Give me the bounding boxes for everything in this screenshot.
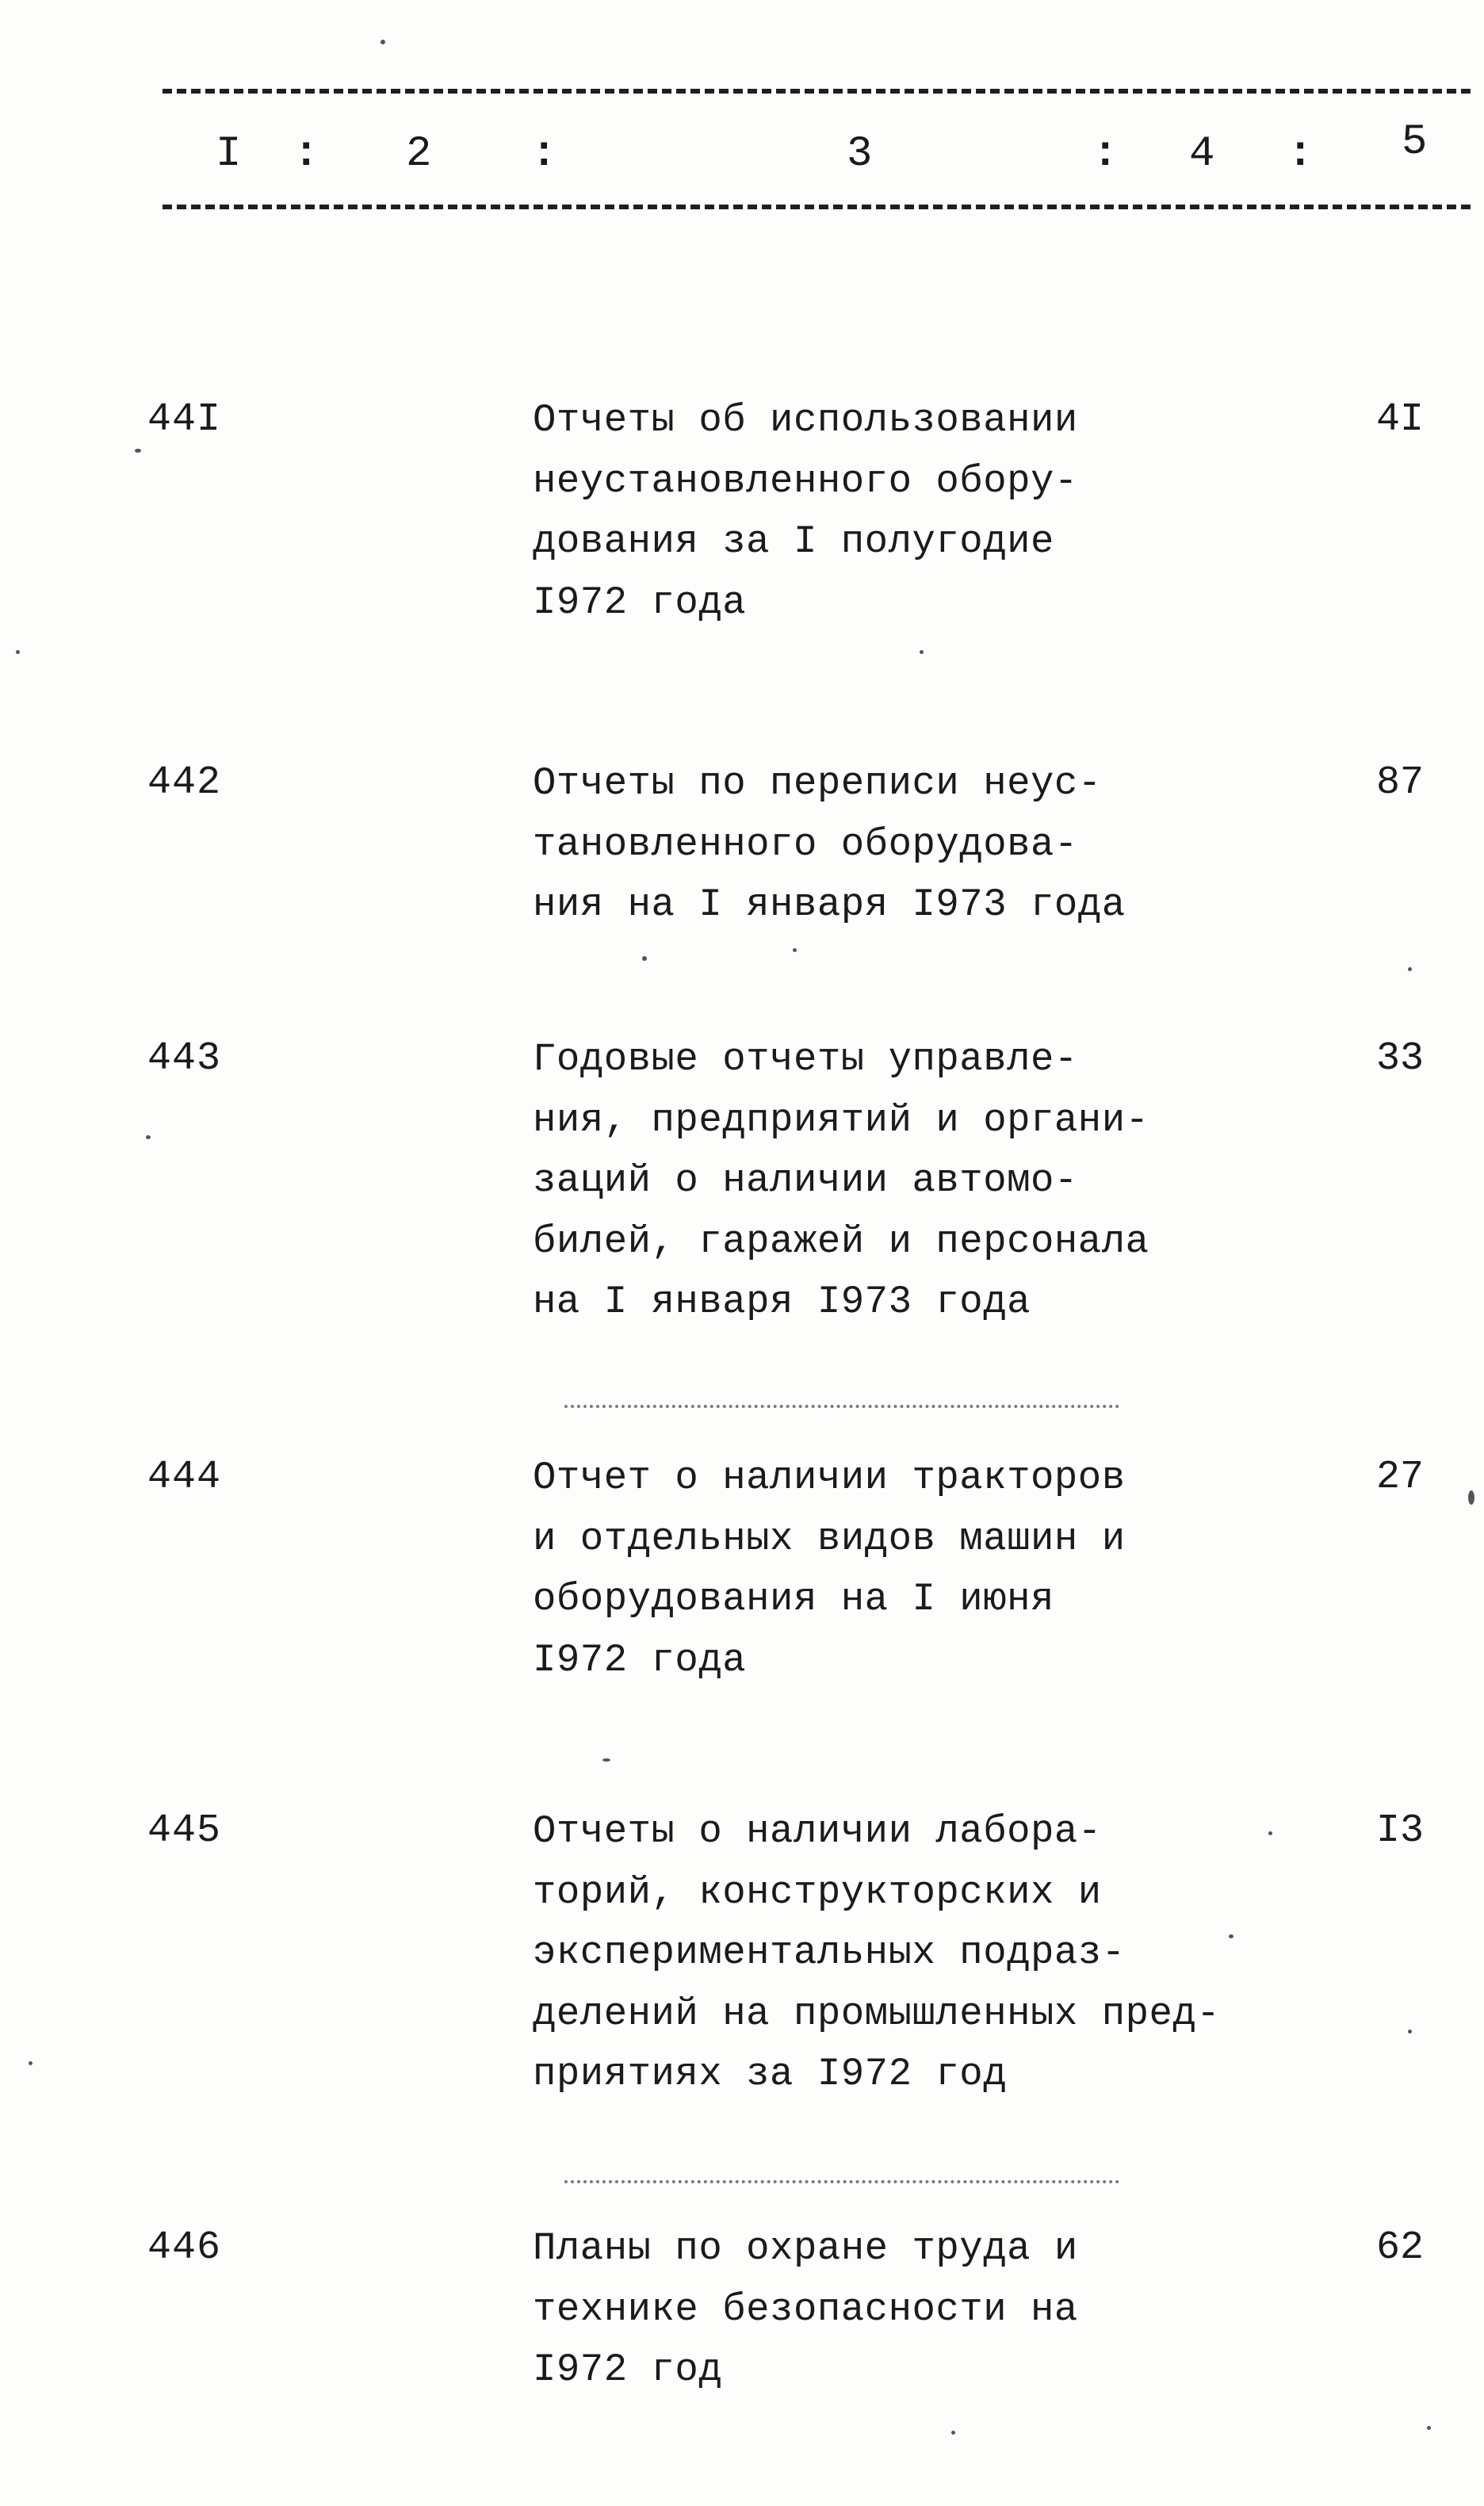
record-sheet-count: 62 bbox=[1376, 2225, 1425, 2271]
header-separator: : bbox=[293, 130, 319, 178]
record-number: 445 bbox=[147, 1808, 222, 1854]
scan-speck bbox=[1408, 967, 1412, 971]
scan-speck bbox=[29, 2061, 33, 2065]
record-sheet-count: 27 bbox=[1376, 1455, 1425, 1500]
record-title: Отчеты о наличии лабора- торий, конструкторских и экспериментальных подраз- делений на промышленных пред- приятиях за I972 год bbox=[533, 1809, 1221, 2096]
record-sheet-count: 33 bbox=[1376, 1036, 1425, 1081]
record-sheet-count: 87 bbox=[1376, 760, 1425, 805]
scan-speck bbox=[1229, 1934, 1233, 1938]
scan-speck bbox=[951, 2431, 955, 2435]
record-number: 444 bbox=[147, 1455, 222, 1500]
record-number: 443 bbox=[147, 1036, 222, 1081]
header-bottom-rule bbox=[163, 205, 1471, 209]
header-col-3: 3 bbox=[847, 130, 873, 178]
record-number: 44I bbox=[147, 397, 222, 442]
scan-speck bbox=[1427, 2426, 1431, 2430]
record-title: Отчеты по переписи неус- тановленного оборудова- ния на I января I973 года bbox=[533, 761, 1126, 927]
record-number: 442 bbox=[147, 760, 222, 805]
header-separator: : bbox=[1287, 130, 1314, 178]
header-col-2: 2 bbox=[406, 130, 432, 178]
scan-speck bbox=[135, 449, 141, 453]
scan-speck bbox=[602, 1758, 610, 1762]
scan-speck bbox=[16, 650, 20, 654]
header-col-4: 4 bbox=[1189, 130, 1215, 178]
scan-speck bbox=[1468, 1490, 1474, 1505]
scan-speck bbox=[920, 650, 924, 654]
record-number: 446 bbox=[147, 2225, 222, 2271]
scan-speck bbox=[381, 40, 385, 44]
scan-speck bbox=[793, 948, 797, 952]
scan-speck bbox=[1408, 2030, 1412, 2033]
record-sheet-count: I3 bbox=[1376, 1808, 1425, 1854]
scan-artifact-dotted-line bbox=[564, 1405, 1119, 1408]
header-col-1: I bbox=[216, 130, 242, 178]
record-title: Годовые отчеты управле- ния, предприятий и органи- заций о наличии автомо- билей, гаражей и персонала на I января I973 года bbox=[533, 1037, 1149, 1324]
scan-artifact-dotted-line bbox=[564, 2180, 1119, 2183]
scan-speck bbox=[146, 1135, 151, 1139]
record-title: Отчеты об использовании неустановленного обору- дования за I полугодие I972 года bbox=[533, 398, 1078, 625]
scan-speck bbox=[642, 956, 647, 961]
record-title: Планы по охране труда и технике безопасности на I972 год bbox=[533, 2226, 1078, 2392]
scan-speck bbox=[1268, 1831, 1272, 1835]
header-top-rule bbox=[163, 89, 1471, 94]
record-title: Отчет о наличии тракторов и отдельных видов машин и оборудования на I июня I972 года bbox=[533, 1456, 1126, 1682]
header-separator: : bbox=[1092, 130, 1119, 178]
header-col-5: 5 bbox=[1402, 118, 1428, 166]
header-separator: : bbox=[531, 130, 557, 178]
record-sheet-count: 4I bbox=[1376, 397, 1425, 442]
